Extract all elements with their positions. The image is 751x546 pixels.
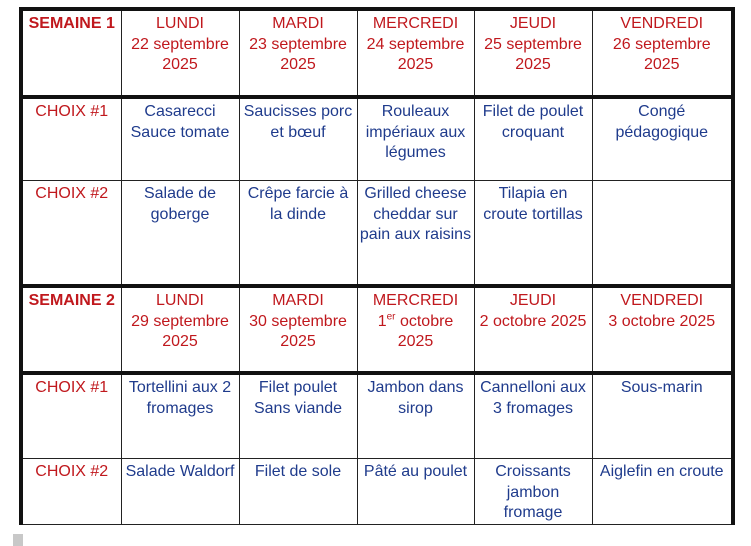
week1-choice1-row <box>21 97 733 181</box>
meal-cell: Salade de goberge <box>121 181 239 287</box>
week1-label: SEMAINE 1 <box>21 9 121 97</box>
day-name: MERCREDI <box>372 292 459 309</box>
meal-cell: Casarecci Sauce tomate <box>121 97 239 181</box>
day-name: LUNDI <box>155 292 204 309</box>
week1-day-monday <box>121 9 239 97</box>
meal-cell: Congé pédagogique <box>592 97 733 181</box>
meal-cell: Jambon dans sirop <box>357 373 474 459</box>
meal-cell: Salade Waldorf <box>121 459 239 525</box>
week2-day-wednesday <box>357 286 474 373</box>
meal-cell <box>592 181 733 287</box>
day-date: 22 septembre 2025 <box>131 35 229 73</box>
day-date: 3 octobre 2025 <box>608 312 716 330</box>
week1-header-row <box>21 9 733 97</box>
week2-day-thursday <box>474 286 592 373</box>
day-date: 26 septembre 2025 <box>612 35 711 73</box>
meal-cell: Crêpe farcie à la dinde <box>239 181 357 287</box>
week1-choice2-row <box>21 181 733 287</box>
date-month-year: octobre 2025 <box>395 312 454 350</box>
week2-header-row <box>21 286 733 373</box>
meal-cell: Cannelloni aux 3 fromages <box>474 373 592 459</box>
meal-cell: Filet poulet Sans viande <box>239 373 357 459</box>
day-name: MARDI <box>272 15 324 32</box>
day-name: VENDREDI <box>620 292 704 309</box>
week1-day-tuesday <box>239 9 357 97</box>
day-date: 29 septembre 2025 <box>131 312 229 350</box>
day-date <box>360 312 472 353</box>
day-name: MARDI <box>272 292 324 309</box>
choice-label: CHOIX #2 <box>21 459 121 525</box>
week2-day-friday <box>592 286 733 373</box>
week1-day-friday <box>592 9 733 97</box>
day-name: MERCREDI <box>372 15 459 32</box>
scrollbar-stub[interactable] <box>13 534 23 546</box>
meal-cell: Filet de sole <box>239 459 357 525</box>
meal-cell: Pâté au poulet <box>357 459 474 525</box>
week1-day-thursday <box>474 9 592 97</box>
meal-cell: Grilled cheese cheddar sur pain aux raisins <box>357 181 474 287</box>
lunch-menu-table <box>19 7 735 525</box>
choice-label: CHOIX #2 <box>21 181 121 287</box>
week2-day-monday <box>121 286 239 373</box>
day-date: 24 septembre 2025 <box>366 35 465 73</box>
day-name: LUNDI <box>155 15 204 32</box>
week2-choice1-row <box>21 373 733 459</box>
meal-cell: Croissants jambon fromage <box>474 459 592 525</box>
meal-cell: Tilapia en croute tortillas <box>474 181 592 287</box>
choice-label: CHOIX #1 <box>21 97 121 181</box>
meal-cell: Filet de poulet croquant <box>474 97 592 181</box>
day-name: JEUDI <box>509 292 557 309</box>
day-date: 25 septembre 2025 <box>484 35 582 73</box>
day-date: 23 septembre 2025 <box>249 35 347 73</box>
day-name: JEUDI <box>509 15 557 32</box>
choice-label: CHOIX #1 <box>21 373 121 459</box>
week1-day-wednesday <box>357 9 474 97</box>
date-day-number: 1 <box>377 312 387 330</box>
meal-cell: Aiglefin en croute <box>592 459 733 525</box>
day-date: 30 septembre 2025 <box>249 312 347 350</box>
week2-day-tuesday <box>239 286 357 373</box>
meal-cell: Saucisses porc et bœuf <box>239 97 357 181</box>
date-ordinal: er <box>386 311 396 323</box>
day-date: 2 octobre 2025 <box>479 312 587 330</box>
day-name: VENDREDI <box>620 15 704 32</box>
meal-cell: Rouleaux impériaux aux légumes <box>357 97 474 181</box>
meal-cell: Tortellini aux 2 fromages <box>121 373 239 459</box>
week2-choice2-row <box>21 459 733 525</box>
week2-label: SEMAINE 2 <box>21 286 121 373</box>
meal-cell: Sous-marin <box>592 373 733 459</box>
